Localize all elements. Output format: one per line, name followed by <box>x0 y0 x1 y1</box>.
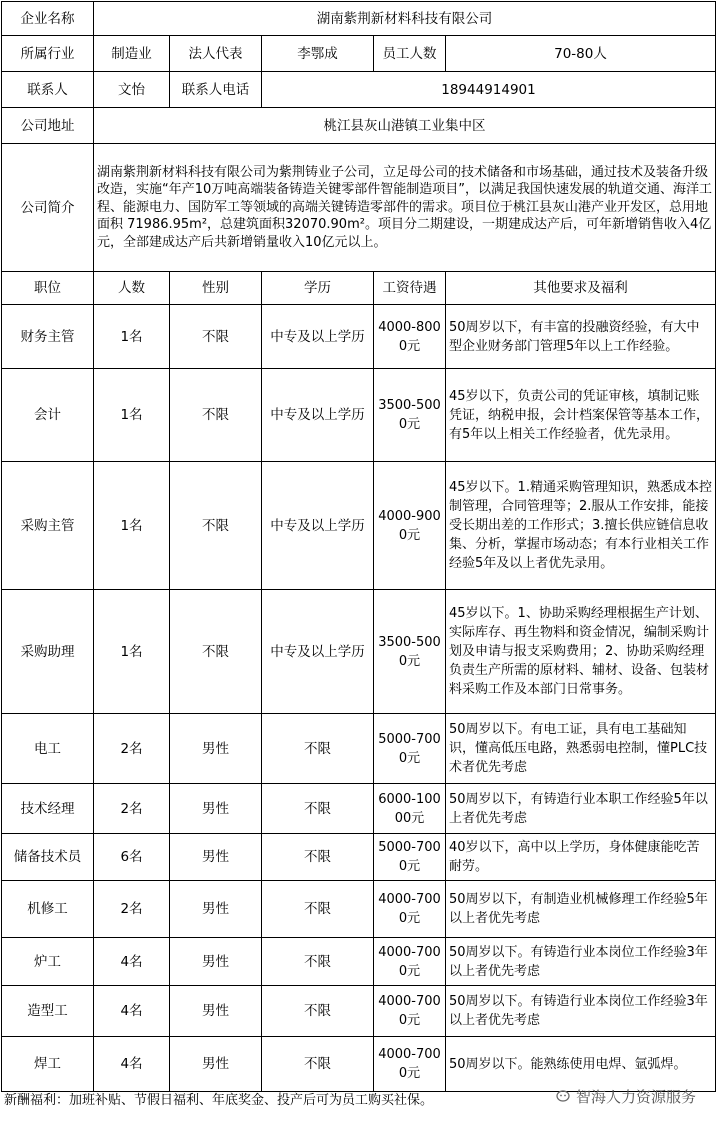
job-salary: 6000-10000元 <box>374 784 446 834</box>
job-gender: 男性 <box>170 714 262 784</box>
job-requirements: 50周岁以下。有铸造行业本岗位工作经验3年以上者优先考虑 <box>446 986 716 1037</box>
watermark-text: 智海人力资源服务 <box>575 1088 696 1106</box>
job-count: 4名 <box>94 938 170 986</box>
wechat-icon <box>556 1089 572 1105</box>
header-gender: 性别 <box>170 272 262 305</box>
industry: 制造业 <box>94 36 170 72</box>
job-gender: 男性 <box>170 784 262 834</box>
job-row <box>2 305 716 369</box>
job-count: 4名 <box>94 1037 170 1092</box>
job-gender: 男性 <box>170 986 262 1037</box>
job-title: 会计 <box>2 369 94 462</box>
job-gender: 不限 <box>170 305 262 369</box>
staff-count: 70-80人 <box>446 36 716 72</box>
job-education: 不限 <box>262 881 374 938</box>
contact-label: 联系人 <box>2 72 94 108</box>
row-company-name <box>2 2 716 36</box>
header-education: 学历 <box>262 272 374 305</box>
job-count: 2名 <box>94 784 170 834</box>
staff-label: 员工人数 <box>374 36 446 72</box>
job-row <box>2 784 716 834</box>
job-requirements: 45岁以下。1、协助采购经理根据生产计划、实际库存、再生物料和资金情况，编制采购计划及申请与报支采购费用；2、协助采购经理负责生产所需的原材料、辅材、设备、包装材料采购工作及本部门日常事务。 <box>446 590 716 714</box>
header-requirements: 其他要求及福利 <box>446 272 716 305</box>
job-salary: 4000-7000元 <box>374 986 446 1037</box>
job-title: 电工 <box>2 714 94 784</box>
job-education: 不限 <box>262 834 374 881</box>
address-label: 公司地址 <box>2 108 94 144</box>
job-count: 1名 <box>94 462 170 590</box>
job-count: 2名 <box>94 881 170 938</box>
job-gender: 男性 <box>170 834 262 881</box>
job-requirements: 50周岁以下，有丰富的投融资经验，有大中型企业财务部门管理5年以上工作经验。 <box>446 305 716 369</box>
job-requirements: 50周岁以下。有铸造行业本岗位工作经验3年以上者优先考虑 <box>446 938 716 986</box>
job-education: 不限 <box>262 714 374 784</box>
job-gender: 不限 <box>170 369 262 462</box>
job-requirements: 50周岁以下。有电工证，具有电工基础知识，懂高低压电路，熟悉弱电控制，懂PLC技术者优先考虑 <box>446 714 716 784</box>
job-gender: 不限 <box>170 590 262 714</box>
job-title: 技术经理 <box>2 784 94 834</box>
job-salary: 5000-7000元 <box>374 834 446 881</box>
contact: 文怡 <box>94 72 170 108</box>
job-title: 焊工 <box>2 1037 94 1092</box>
job-education: 不限 <box>262 784 374 834</box>
job-row <box>2 881 716 938</box>
job-education: 不限 <box>262 938 374 986</box>
job-count: 4名 <box>94 986 170 1037</box>
job-title: 机修工 <box>2 881 94 938</box>
job-title: 采购助理 <box>2 590 94 714</box>
job-salary: 5000-7000元 <box>374 714 446 784</box>
job-education: 中专及以上学历 <box>262 590 374 714</box>
job-title: 采购主管 <box>2 462 94 590</box>
job-title: 储备技术员 <box>2 834 94 881</box>
address: 桃江县灰山港镇工业集中区 <box>94 108 716 144</box>
job-education: 中专及以上学历 <box>262 305 374 369</box>
job-row <box>2 590 716 714</box>
job-row <box>2 1037 716 1092</box>
job-gender: 男性 <box>170 1037 262 1092</box>
watermark <box>556 1086 696 1107</box>
job-gender: 男性 <box>170 881 262 938</box>
job-row <box>2 986 716 1037</box>
job-posting-table <box>1 1 716 1092</box>
job-education: 不限 <box>262 986 374 1037</box>
row-intro <box>2 144 716 272</box>
row-industry <box>2 36 716 72</box>
job-requirements: 40岁以下，高中以上学历，身体健康能吃苦耐劳。 <box>446 834 716 881</box>
job-count: 1名 <box>94 305 170 369</box>
job-salary: 3500-5000元 <box>374 369 446 462</box>
row-address <box>2 108 716 144</box>
job-count: 6名 <box>94 834 170 881</box>
job-requirements: 50周岁以下，有铸造行业本职工作经验5年以上者优先考虑 <box>446 784 716 834</box>
job-row <box>2 938 716 986</box>
row-contact <box>2 72 716 108</box>
company-intro: 湖南紫荆新材料科技有限公司为紫荆铸业子公司，立足母公司的技术储备和市场基础，通过技术及装备升级改造，实施“年产10万吨高端装备铸造关键零部件智能制造项目”，以满足我国快速发展的轨道交通、海洋工程、能源电力、国防军工等领域的高端关键铸造零部件的需求。项目位于桃江县灰山港产业开发区，总用地面积 71986.95m²，总建筑面积32070.90m²。项目分二期建设，一期建成达产后，可年新增销售收入4亿元，全部建成达产后共新增销量收入10亿元以上。 <box>94 144 716 272</box>
company-name: 湖南紫荆新材料科技有限公司 <box>94 2 716 36</box>
job-header-row <box>2 272 716 305</box>
benefits-footer: 新酬福利：加班补贴、节假日福利、年底奖金、投产后可为员工购买社保。 <box>4 1093 434 1108</box>
job-requirements: 50周岁以下。能熟练使用电焊、氩弧焊。 <box>446 1037 716 1092</box>
job-gender: 男性 <box>170 938 262 986</box>
job-count: 2名 <box>94 714 170 784</box>
industry-label: 所属行业 <box>2 36 94 72</box>
job-row <box>2 834 716 881</box>
job-salary: 4000-9000元 <box>374 462 446 590</box>
job-salary: 4000-7000元 <box>374 938 446 986</box>
job-row <box>2 714 716 784</box>
job-count: 1名 <box>94 369 170 462</box>
header-title: 职位 <box>2 272 94 305</box>
job-education: 中专及以上学历 <box>262 462 374 590</box>
job-salary: 4000-7000元 <box>374 881 446 938</box>
job-education: 中专及以上学历 <box>262 369 374 462</box>
job-education: 不限 <box>262 1037 374 1092</box>
phone: 18944914901 <box>262 72 716 108</box>
job-salary: 4000-8000元 <box>374 305 446 369</box>
header-count: 人数 <box>94 272 170 305</box>
job-row <box>2 462 716 590</box>
job-row <box>2 369 716 462</box>
phone-label: 联系人电话 <box>170 72 262 108</box>
company-name-label: 企业名称 <box>2 2 94 36</box>
legal-rep-label: 法人代表 <box>170 36 262 72</box>
job-salary: 3500-5000元 <box>374 590 446 714</box>
job-requirements: 50周岁以下，有制造业机械修理工作经验5年以上者优先考虑 <box>446 881 716 938</box>
header-salary: 工资待遇 <box>374 272 446 305</box>
legal-rep: 李鄂成 <box>262 36 374 72</box>
job-title: 造型工 <box>2 986 94 1037</box>
job-gender: 不限 <box>170 462 262 590</box>
intro-label: 公司简介 <box>2 144 94 272</box>
job-salary: 4000-7000元 <box>374 1037 446 1092</box>
job-requirements: 45岁以下。1.精通采购管理知识，熟悉成本控制管理，合同管理等；2.服从工作安排，能接受长期出差的工作形式；3.擅长供应链信息收集、分析，掌握市场动态；有本行业相关工作经验5年及以上者优先录用。 <box>446 462 716 590</box>
job-title: 炉工 <box>2 938 94 986</box>
job-title: 财务主管 <box>2 305 94 369</box>
job-count: 1名 <box>94 590 170 714</box>
job-requirements: 45岁以下，负责公司的凭证审核，填制记账凭证，纳税申报，会计档案保管等基本工作，有5年以上相关工作经验者，优先录用。 <box>446 369 716 462</box>
